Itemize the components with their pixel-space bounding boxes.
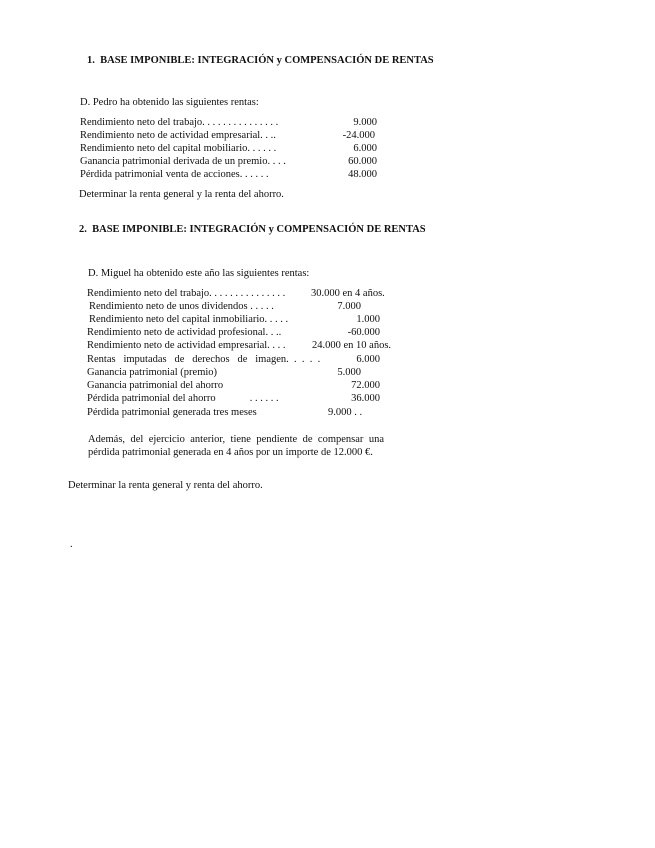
section2-row-label: Ganancia patrimonial del ahorro	[87, 380, 224, 391]
section1-intro: D. Pedro ha obtenido las siguientes rentas:	[80, 97, 259, 108]
section2-heading: 2. BASE IMPONIBLE: INTEGRACIÓN y COMPENSACIÓN DE RENTAS	[79, 224, 426, 235]
section2-row-value: 36.000	[351, 393, 380, 404]
section2-note: Además, del ejercicio anterior, tiene pendiente de compensar una pérdida patrimonial generada en 4 años por un importe de 12.000 €.	[88, 434, 384, 458]
section1-row-value: -24.000	[342, 130, 375, 141]
section2-row-label: Rentas imputadas de derechos de imagen. . . . .	[87, 354, 321, 365]
section1-row-value: 6.000	[353, 143, 377, 154]
section1-row-label: Pérdida patrimonial venta de acciones. . . . . .	[80, 169, 269, 180]
section2-row-label: Pérdida patrimonial del ahorro . . . . . .	[87, 393, 279, 404]
section2-row-label: Ganancia patrimonial (premio)	[87, 367, 218, 378]
section2-row-value: 72.000	[351, 380, 380, 391]
section2-row-label: Rendimiento neto de unos dividendos . . . . .	[89, 301, 274, 312]
section1-question: Determinar la renta general y la renta del ahorro.	[79, 189, 284, 200]
section2-row-value: 24.000 en 10 años.	[312, 340, 392, 351]
section2-row-label: Rendimiento neto de actividad profesional. . ..	[87, 327, 282, 338]
section2-row-value: 9.000 . .	[328, 407, 363, 418]
section2-row-value: 6.000	[356, 354, 380, 365]
section1-row-value: 60.000	[348, 156, 377, 167]
footer-mark: .	[70, 539, 73, 550]
section2-row-value: 30.000 en 4 años.	[311, 288, 385, 299]
section1-row-value: 48.000	[348, 169, 377, 180]
section1-heading: 1. BASE IMPONIBLE: INTEGRACIÓN y COMPENSACIÓN DE RENTAS	[87, 55, 434, 66]
section2-row-label: Rendimiento neto del trabajo. . . . . . . . . . . . . . .	[87, 288, 286, 299]
section1-row-label: Rendimiento neto del capital mobiliario. . . . . .	[80, 143, 277, 154]
section1-row-label: Rendimiento neto del trabajo. . . . . . . . . . . . . . .	[80, 117, 279, 128]
section2-row-value: -60.000	[347, 327, 380, 338]
section2-row-label: Rendimiento neto de actividad empresarial. . . .	[87, 340, 286, 351]
section2-row-label: Rendimiento neto del capital inmobiliario. . . . .	[89, 314, 289, 325]
section1-row-label: Ganancia patrimonial derivada de un premio. . . .	[80, 156, 286, 167]
section2-row-value: 1.000	[356, 314, 380, 325]
section2-intro: D. Miguel ha obtenido este año las siguientes rentas:	[88, 268, 310, 279]
section1-row-value: 9.000	[353, 117, 377, 128]
section2-question: Determinar la renta general y renta del ahorro.	[68, 480, 263, 491]
section2-row-value: 7.000	[337, 301, 361, 312]
section2-row-label: Pérdida patrimonial generada tres meses	[87, 407, 257, 418]
section2-row-value: 5.000	[337, 367, 361, 378]
section1-row-label: Rendimiento neto de actividad empresarial. . ..	[80, 130, 276, 141]
